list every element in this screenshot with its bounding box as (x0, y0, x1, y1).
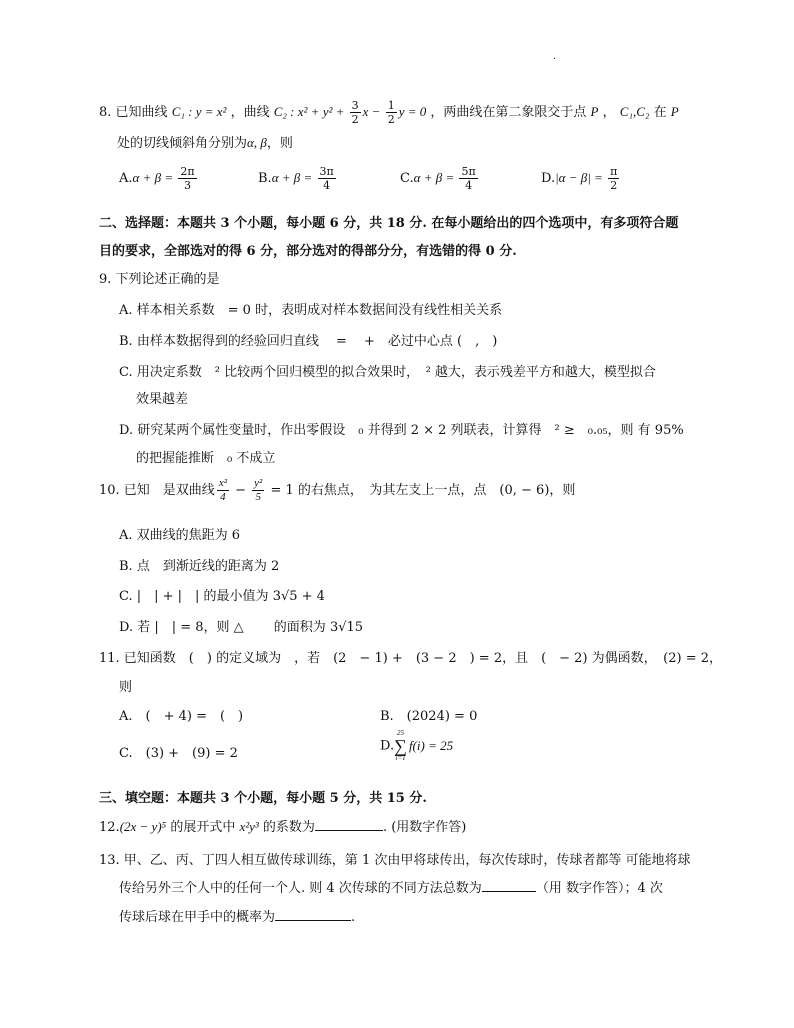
q10-option-b: B. 点 到渐近线的距离为 2 (119, 559, 280, 574)
q13-line3: 传球后球在甲手中的概率为 . (119, 910, 356, 925)
summation: 25 ∑ i=1 (394, 729, 407, 762)
q9-stem: 9. 下列论述正确的是 (99, 272, 220, 287)
q8-point-p: P (590, 104, 599, 119)
q9-option-c-line2: 效果越差 (136, 392, 189, 407)
q11-option-a: A. ( + 4) = ( ) (119, 709, 244, 724)
q8-text: ，曲线 (230, 105, 270, 120)
answer-blank[interactable] (482, 879, 536, 892)
q9-option-d-line1: D. 研究某两个属性变量时，作出零假设 ₀ 并得到 2 × 2 列联表，计算得 ² ≥ ₀.₀₅，则 有 95% (119, 423, 684, 438)
q12-stem: 12.(2x − y)⁵ 的展开式中 x²y³ 的系数为 . (用数字作答) (99, 819, 467, 835)
q8-option-b: B.α + β = $\frac{3\pi}{4}$ (258, 165, 334, 192)
q8-line1 (99, 100, 679, 125)
top-dot: . (553, 52, 556, 62)
q9-option-c-line1: C. 用决定系数 ² 比较两个回归模型的拟合效果时， ² 越大，表示残差平方和越大，模型拟合 (119, 365, 656, 380)
q8-number: 8. (99, 105, 112, 120)
q10-stem: 10. 已知 是双曲线 $\frac{\text{x²}}{4}$ − $\frac{\text{y²}}{5}$ = 1 的右焦点， 为其左支上一点，点 (0, − 6)，则 (99, 477, 576, 503)
section2-header-line1: 二、选择题：本题共 3 个小题，每小题 6 分，共 18 分. 在每小题给出的四个选项中，有多项符合题 (99, 216, 679, 231)
q13-line2: 传给另外三个人中的任何一个人. 则 4 次传球的不同方法总数为 （用 数字作答）；4 次 (119, 881, 663, 896)
q8-angles: α, β (247, 135, 267, 150)
q9-option-a: A. 样本相关系数 = 0 时，表明成对样本数据间没有线性相关关系 (119, 303, 503, 318)
q10-option-c: C. | | + | | 的最小值为 3√5 + 4 (119, 589, 325, 604)
q8-text: ，则 (266, 136, 293, 151)
q13-line1: 13. 甲、乙、丙、丁四人相互做传球训练，第 1 次由甲将球传出，每次传球时，传球者都等 可能地将球 (99, 853, 691, 868)
q8-text: ，两曲线在第二象限交于点 (430, 105, 587, 120)
q8-text: 已知曲线 (115, 105, 168, 120)
answer-blank[interactable] (275, 908, 351, 921)
q8-curves: C₁,C₂ (619, 104, 650, 119)
answer-blank[interactable] (315, 818, 383, 831)
q8-text: ， (602, 105, 616, 120)
fraction: $\frac{2\pi}{3}$ (180, 165, 195, 192)
fraction: $\frac{3}{2}$ (351, 99, 359, 126)
q8-curve-c2-part: y = 0 (398, 104, 427, 119)
q9-option-b: B. 由样本数据得到的经验回归直线 = + 必过中心点 ( , ) (119, 334, 498, 349)
q8-curve-c2-part: C₂ : x² + y² + (273, 104, 348, 119)
q10-option-a: A. 双曲线的焦距为 6 (119, 528, 241, 543)
q11-option-d: D. 25 ∑ i=1 f(i) = 25 (380, 729, 454, 762)
fraction: $\frac{\pi}{2}$ (610, 165, 618, 192)
q8-curve-c2-part: x − (362, 104, 384, 119)
q9-option-d-line2: 的把握能推断 ₀ 不成立 (136, 451, 276, 466)
q11-option-b: B. (2024) = 0 (380, 709, 478, 724)
q10-option-d: D. 若 | | = 8，则 △ 的面积为 3√15 (119, 620, 364, 635)
q8-text: 在 (653, 105, 667, 120)
q8-point-p: P (670, 104, 679, 119)
section2-header-line2: 目的要求，全部选对的得 6 分，部分选对的得部分分，有选错的得 0 分. (99, 244, 517, 259)
q11-stem-line2: 则 (119, 680, 133, 695)
fraction: $\frac{5\pi}{4}$ (461, 165, 476, 192)
q8-text: 处的切线倾斜角分别为 (117, 136, 248, 151)
fraction: $\frac{1}{2}$ (387, 99, 395, 126)
q8-curve-c1: C₁ : y = x² (171, 104, 227, 119)
q8-line2 (117, 132, 293, 151)
q8-option-a: A.α + β = $\frac{2\pi}{3}$ (119, 165, 195, 192)
fraction: $\frac{\text{x²}}{4}$ (218, 477, 227, 503)
q11-stem-line1: 11. 已知函数 ( ) 的定义域为 ，若 (2 − 1) + (3 − 2 ) = 2，且 ( − 2) 为偶函数， (2) = 2， (99, 651, 723, 666)
section3-header: 三、填空题：本题共 3 个小题，每小题 5 分，共 15 分. (99, 791, 427, 806)
fraction: $\frac{3\pi}{4}$ (319, 165, 334, 192)
q8-option-d: D.|α − β| = $\frac{\pi}{2}$ (541, 165, 618, 192)
fraction: $\frac{\text{y²}}{5}$ (254, 477, 263, 503)
q11-option-c: C. (3) + (9) = 2 (119, 746, 238, 761)
q8-option-c: C.α + β = $\frac{5\pi}{4}$ (400, 165, 476, 192)
